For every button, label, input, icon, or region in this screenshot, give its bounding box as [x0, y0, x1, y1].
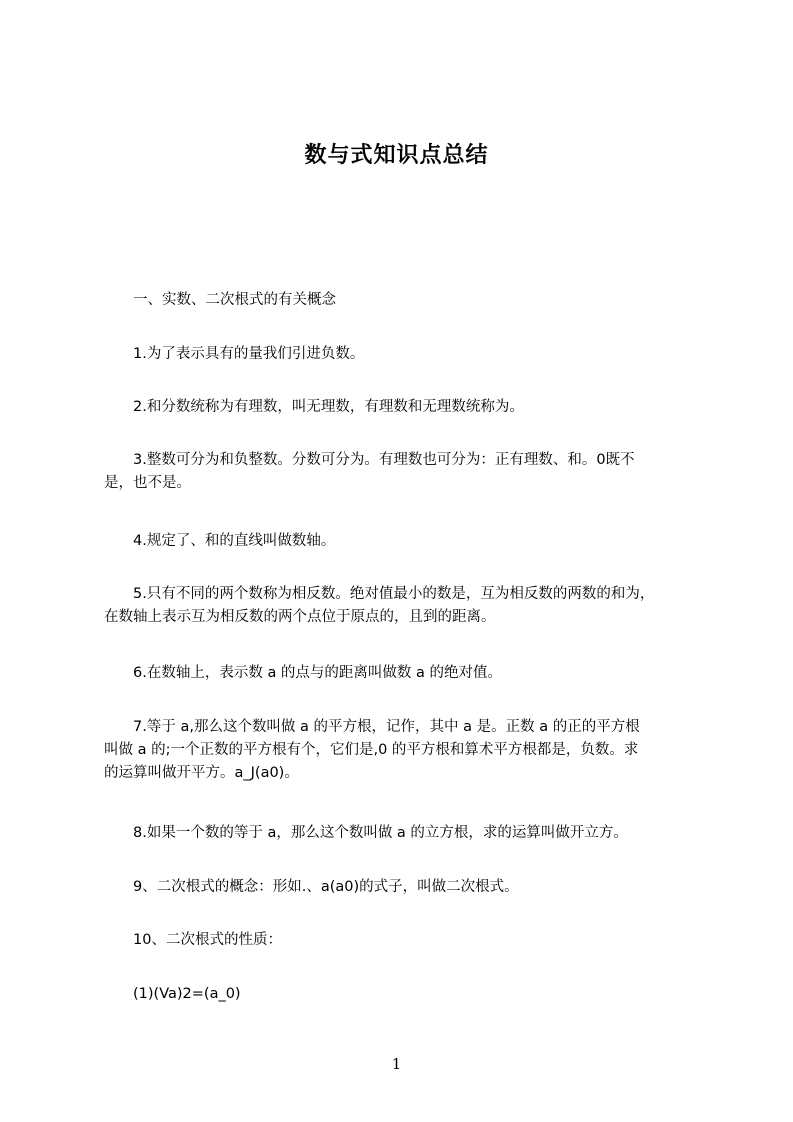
paragraph-item-7	[104, 716, 704, 785]
paragraph-line: 7.等于 a,那么这个数叫做 a 的平方根，记作，其中 a 是。正数 a 的正的平方根	[104, 719, 640, 735]
paragraph-line: 9、二次根式的概念：形如.、a(a0)的式子，叫做二次根式。	[104, 879, 519, 895]
paragraph-section-heading	[104, 289, 704, 312]
paragraph-line: 是，也不是。	[104, 475, 191, 491]
paragraph-item-5	[104, 583, 704, 629]
paragraph-item-8	[104, 822, 704, 845]
paragraph-line: 5.只有不同的两个数称为相反数。绝对值最小的数是，互为相反数的两数的和为，	[104, 586, 655, 602]
paragraph-line: 在数轴上表示互为相反数的两个点位于原点的，且到的距离。	[104, 609, 496, 625]
paragraph-item-2	[104, 396, 704, 419]
paragraph-line: 4.规定了、和的直线叫做数轴。	[104, 533, 336, 549]
paragraph-item-6	[104, 662, 704, 685]
paragraph-line: 2.和分数统称为有理数，叫无理数，有理数和无理数统称为。	[104, 399, 524, 415]
paragraph-line: 的运算叫做开平方。a_J(a0)。	[104, 765, 299, 781]
paragraph-line: 1.为了表示具有的量我们引进负数。	[104, 346, 365, 362]
paragraph-line: 8.如果一个数的等于 a，那么这个数叫做 a 的立方根，求的运算叫做开立方。	[104, 825, 628, 841]
document-title: 数与式知识点总结	[304, 143, 489, 168]
paragraph-formula-1	[104, 983, 704, 1006]
paragraph-item-1	[104, 343, 704, 366]
paragraph-line: 3.整数可分为和负整数。分数可分为。有理数也可分为：正有理数、和。0既不	[104, 452, 635, 468]
paragraph-line: 叫做 a 的;一个正数的平方根有个，它们是,0 的平方根和算术平方根都是，负数。求	[104, 742, 639, 758]
paragraph-item-9	[104, 876, 704, 899]
paragraph-line: 6.在数轴上，表示数 a 的点与的距离叫做数 a 的绝对值。	[104, 665, 503, 681]
paragraph-line: (1)(Va)2=(a_0)	[104, 986, 241, 1002]
paragraph-line: 一、实数、二次根式的有关概念	[104, 292, 336, 308]
paragraph-item-4	[104, 530, 704, 553]
paragraph-item-3	[104, 449, 704, 495]
paragraph-item-10	[104, 929, 704, 952]
page-number: 1	[391, 1055, 402, 1073]
paragraph-line: 10、二次根式的性质：	[104, 932, 282, 948]
